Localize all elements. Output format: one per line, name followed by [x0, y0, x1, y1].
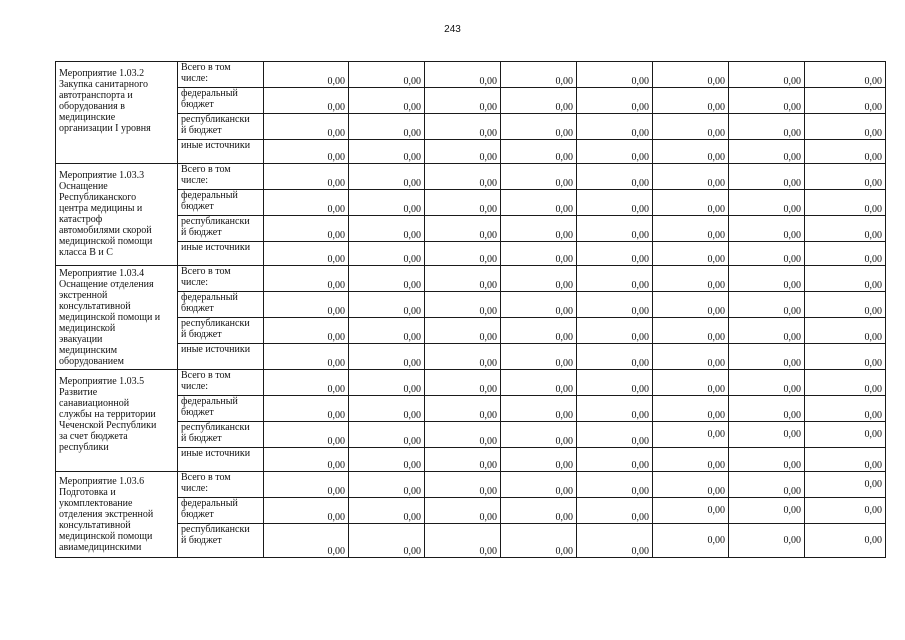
- value-cell: 0,00: [264, 370, 349, 396]
- measure-name: Мероприятие 1.03.2 Закупка санитарного автотранспорта и оборудования в медицинские организации I уровня: [56, 62, 178, 164]
- value-cell: 0,00: [264, 396, 349, 422]
- value-cell: 0,00: [349, 88, 425, 114]
- value-cell: 0,00: [577, 448, 653, 472]
- table-row: [56, 190, 886, 216]
- value-cell: 0,00: [501, 396, 577, 422]
- source-label: Всего в том числе:: [178, 164, 264, 190]
- value-cell: 0,00: [653, 448, 729, 472]
- table-row: [56, 472, 886, 498]
- value-cell: 0,00: [501, 498, 577, 524]
- value-cell: 0,00: [264, 524, 349, 558]
- source-label: иные источники: [178, 448, 264, 472]
- value-cell: 0,00: [653, 216, 729, 242]
- value-cell: 0,00: [349, 524, 425, 558]
- value-cell: 0,00: [577, 318, 653, 344]
- value-cell: 0,00: [501, 140, 577, 164]
- value-cell: 0,00: [349, 190, 425, 216]
- table-row: [56, 62, 886, 88]
- value-cell: 0,00: [729, 114, 805, 140]
- value-cell: 0,00: [729, 396, 805, 422]
- measure-name: Мероприятие 1.03.6 Подготовка и укомплектование отделения экстренной консультативной медицинской помощи авиамедицинскими: [56, 472, 178, 558]
- value-cell: 0,00: [729, 242, 805, 266]
- value-cell: 0,00: [577, 422, 653, 448]
- value-cell: 0,00: [501, 216, 577, 242]
- source-label: иные источники: [178, 140, 264, 164]
- value-cell: 0,00: [425, 164, 501, 190]
- value-cell: 0,00: [805, 164, 886, 190]
- value-cell: 0,00: [729, 292, 805, 318]
- value-cell: 0,00: [425, 292, 501, 318]
- value-cell: 0,00: [349, 448, 425, 472]
- value-cell: 0,00: [577, 344, 653, 370]
- value-cell: 0,00: [349, 164, 425, 190]
- value-cell: 0,00: [577, 292, 653, 318]
- value-cell: 0,00: [349, 216, 425, 242]
- value-cell: 0,00: [577, 524, 653, 558]
- source-label: федеральный бюджет: [178, 498, 264, 524]
- value-cell: 0,00: [501, 164, 577, 190]
- value-cell: 0,00: [653, 266, 729, 292]
- value-cell: 0,00: [805, 448, 886, 472]
- table-row: [56, 370, 886, 396]
- value-cell: 0,00: [805, 114, 886, 140]
- value-cell: 0,00: [805, 498, 886, 524]
- source-label: федеральный бюджет: [178, 190, 264, 216]
- value-cell: 0,00: [425, 448, 501, 472]
- value-cell: 0,00: [501, 114, 577, 140]
- value-cell: 0,00: [729, 140, 805, 164]
- value-cell: 0,00: [805, 216, 886, 242]
- value-cell: 0,00: [653, 190, 729, 216]
- value-cell: 0,00: [653, 370, 729, 396]
- value-cell: 0,00: [501, 318, 577, 344]
- table-row: [56, 164, 886, 190]
- value-cell: 0,00: [653, 114, 729, 140]
- value-cell: 0,00: [264, 88, 349, 114]
- value-cell: 0,00: [729, 344, 805, 370]
- value-cell: 0,00: [425, 318, 501, 344]
- value-cell: 0,00: [653, 524, 729, 558]
- value-cell: 0,00: [264, 318, 349, 344]
- value-cell: 0,00: [425, 472, 501, 498]
- value-cell: 0,00: [501, 242, 577, 266]
- value-cell: 0,00: [425, 190, 501, 216]
- value-cell: 0,00: [264, 266, 349, 292]
- value-cell: 0,00: [577, 498, 653, 524]
- value-cell: 0,00: [577, 242, 653, 266]
- value-cell: 0,00: [501, 88, 577, 114]
- value-cell: 0,00: [577, 140, 653, 164]
- value-cell: 0,00: [729, 88, 805, 114]
- value-cell: 0,00: [264, 344, 349, 370]
- value-cell: 0,00: [805, 242, 886, 266]
- value-cell: 0,00: [349, 370, 425, 396]
- value-cell: 0,00: [425, 524, 501, 558]
- value-cell: 0,00: [729, 524, 805, 558]
- value-cell: 0,00: [264, 242, 349, 266]
- value-cell: 0,00: [653, 318, 729, 344]
- value-cell: 0,00: [805, 472, 886, 498]
- value-cell: 0,00: [653, 422, 729, 448]
- value-cell: 0,00: [501, 448, 577, 472]
- table-row: [56, 216, 886, 242]
- table-row: [56, 448, 886, 472]
- value-cell: 0,00: [349, 266, 425, 292]
- value-cell: 0,00: [653, 472, 729, 498]
- value-cell: 0,00: [501, 266, 577, 292]
- value-cell: 0,00: [653, 242, 729, 266]
- value-cell: 0,00: [425, 62, 501, 88]
- value-cell: 0,00: [425, 88, 501, 114]
- value-cell: 0,00: [729, 190, 805, 216]
- value-cell: 0,00: [349, 396, 425, 422]
- table-row: [56, 344, 886, 370]
- value-cell: 0,00: [805, 396, 886, 422]
- measure-name: Мероприятие 1.03.4 Оснащение отделения экстренной консультативной медицинской помощи и медицинской эвакуации медицинским оборудованием: [56, 266, 178, 370]
- value-cell: 0,00: [805, 292, 886, 318]
- value-cell: 0,00: [805, 524, 886, 558]
- source-label: республикански й бюджет: [178, 216, 264, 242]
- table-row: [56, 524, 886, 558]
- value-cell: 0,00: [501, 190, 577, 216]
- value-cell: 0,00: [349, 140, 425, 164]
- funding-table: [55, 61, 886, 558]
- value-cell: 0,00: [501, 344, 577, 370]
- table-row: [56, 114, 886, 140]
- value-cell: 0,00: [501, 292, 577, 318]
- value-cell: 0,00: [501, 472, 577, 498]
- table-row: [56, 242, 886, 266]
- value-cell: 0,00: [653, 88, 729, 114]
- value-cell: 0,00: [805, 344, 886, 370]
- value-cell: 0,00: [729, 498, 805, 524]
- value-cell: 0,00: [805, 88, 886, 114]
- value-cell: 0,00: [577, 370, 653, 396]
- source-label: иные источники: [178, 242, 264, 266]
- value-cell: 0,00: [729, 216, 805, 242]
- value-cell: 0,00: [349, 242, 425, 266]
- value-cell: 0,00: [577, 190, 653, 216]
- table-row: [56, 266, 886, 292]
- value-cell: 0,00: [805, 422, 886, 448]
- value-cell: 0,00: [349, 318, 425, 344]
- value-cell: 0,00: [653, 344, 729, 370]
- value-cell: 0,00: [264, 472, 349, 498]
- value-cell: 0,00: [577, 114, 653, 140]
- value-cell: 0,00: [653, 62, 729, 88]
- value-cell: 0,00: [577, 62, 653, 88]
- page-number: 243: [444, 24, 461, 35]
- value-cell: 0,00: [264, 114, 349, 140]
- table-row: [56, 422, 886, 448]
- value-cell: 0,00: [577, 266, 653, 292]
- value-cell: 0,00: [264, 498, 349, 524]
- value-cell: 0,00: [264, 190, 349, 216]
- source-label: Всего в том числе:: [178, 266, 264, 292]
- table-row: [56, 396, 886, 422]
- source-label: иные источники: [178, 344, 264, 370]
- value-cell: 0,00: [577, 216, 653, 242]
- value-cell: 0,00: [501, 422, 577, 448]
- measure-name: Мероприятие 1.03.5 Развитие санавиационной службы на территории Чеченской Республики за счет бюджета республики: [56, 370, 178, 472]
- table-row: [56, 292, 886, 318]
- value-cell: 0,00: [501, 62, 577, 88]
- value-cell: 0,00: [349, 114, 425, 140]
- value-cell: 0,00: [264, 140, 349, 164]
- value-cell: 0,00: [425, 498, 501, 524]
- source-label: федеральный бюджет: [178, 88, 264, 114]
- source-label: Всего в том числе:: [178, 62, 264, 88]
- value-cell: 0,00: [349, 344, 425, 370]
- value-cell: 0,00: [425, 422, 501, 448]
- value-cell: 0,00: [425, 216, 501, 242]
- value-cell: 0,00: [264, 292, 349, 318]
- value-cell: 0,00: [425, 114, 501, 140]
- value-cell: 0,00: [729, 448, 805, 472]
- value-cell: 0,00: [425, 344, 501, 370]
- source-label: республикански й бюджет: [178, 318, 264, 344]
- table-row: [56, 88, 886, 114]
- measure-name: Мероприятие 1.03.3 Оснащение Республиканского центра медицины и катастроф автомобилями скорой медицинской помощи класса В и С: [56, 164, 178, 266]
- value-cell: 0,00: [729, 472, 805, 498]
- value-cell: 0,00: [425, 370, 501, 396]
- value-cell: 0,00: [264, 164, 349, 190]
- value-cell: 0,00: [264, 422, 349, 448]
- value-cell: 0,00: [264, 448, 349, 472]
- value-cell: 0,00: [425, 242, 501, 266]
- value-cell: 0,00: [264, 62, 349, 88]
- value-cell: 0,00: [425, 396, 501, 422]
- value-cell: 0,00: [805, 266, 886, 292]
- value-cell: 0,00: [653, 292, 729, 318]
- value-cell: 0,00: [577, 396, 653, 422]
- value-cell: 0,00: [729, 62, 805, 88]
- value-cell: 0,00: [349, 62, 425, 88]
- value-cell: 0,00: [501, 370, 577, 396]
- value-cell: 0,00: [501, 524, 577, 558]
- value-cell: 0,00: [653, 498, 729, 524]
- source-label: федеральный бюджет: [178, 292, 264, 318]
- value-cell: 0,00: [653, 164, 729, 190]
- value-cell: 0,00: [349, 472, 425, 498]
- value-cell: 0,00: [349, 498, 425, 524]
- value-cell: 0,00: [264, 216, 349, 242]
- value-cell: 0,00: [577, 164, 653, 190]
- value-cell: 0,00: [349, 292, 425, 318]
- value-cell: 0,00: [805, 140, 886, 164]
- value-cell: 0,00: [425, 140, 501, 164]
- source-label: республикански й бюджет: [178, 524, 264, 558]
- source-label: республикански й бюджет: [178, 114, 264, 140]
- value-cell: 0,00: [349, 422, 425, 448]
- table-row: [56, 498, 886, 524]
- value-cell: 0,00: [653, 396, 729, 422]
- value-cell: 0,00: [805, 190, 886, 216]
- table-row: [56, 318, 886, 344]
- value-cell: 0,00: [653, 140, 729, 164]
- value-cell: 0,00: [805, 318, 886, 344]
- value-cell: 0,00: [729, 370, 805, 396]
- value-cell: 0,00: [425, 266, 501, 292]
- source-label: федеральный бюджет: [178, 396, 264, 422]
- value-cell: 0,00: [805, 62, 886, 88]
- value-cell: 0,00: [729, 266, 805, 292]
- value-cell: 0,00: [577, 88, 653, 114]
- source-label: республикански й бюджет: [178, 422, 264, 448]
- source-label: Всего в том числе:: [178, 472, 264, 498]
- value-cell: 0,00: [805, 370, 886, 396]
- value-cell: 0,00: [729, 164, 805, 190]
- value-cell: 0,00: [577, 472, 653, 498]
- value-cell: 0,00: [729, 422, 805, 448]
- table-row: [56, 140, 886, 164]
- value-cell: 0,00: [729, 318, 805, 344]
- source-label: Всего в том числе:: [178, 370, 264, 396]
